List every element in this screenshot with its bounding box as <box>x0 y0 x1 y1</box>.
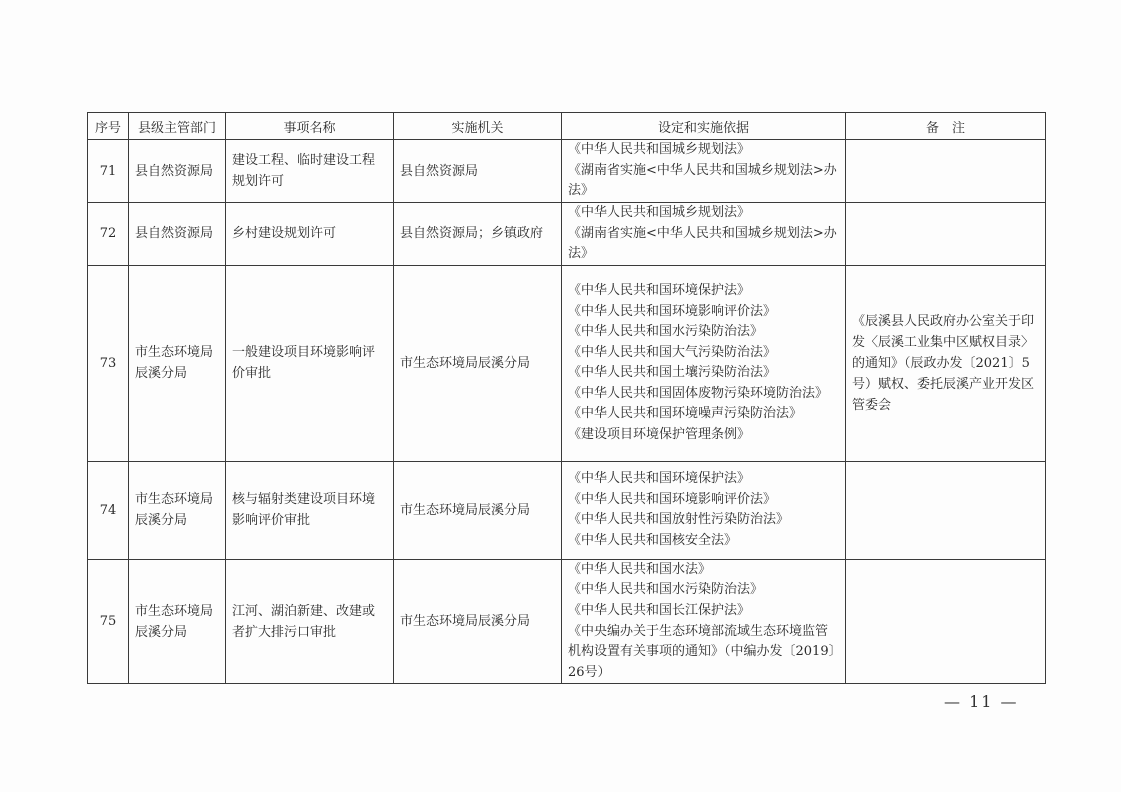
approval-items-table <box>87 112 1046 684</box>
row-seq: 71 <box>88 140 129 203</box>
row-seq: 73 <box>88 265 129 461</box>
row-remark <box>846 461 1046 559</box>
row-agency <box>394 559 562 684</box>
basis-line: 《中华人民共和国城乡规划法》 <box>568 205 751 220</box>
row-department <box>129 203 226 266</box>
row-item-name-text: 建设工程、临时建设工程规划许可 <box>232 153 376 189</box>
row-seq: 72 <box>88 203 129 266</box>
row-agency-text: 市生态环境局辰溪分局 <box>400 502 531 518</box>
row-basis <box>562 203 846 266</box>
row-item-name-text: 江河、湖泊新建、改建或者扩大排污口审批 <box>232 603 376 640</box>
row-remark <box>846 140 1046 203</box>
basis-line: 《中华人民共和国城乡规划法》 <box>568 142 751 158</box>
row-item-name-text: 核与辐射类建设项目环境影响评价审批 <box>232 492 376 529</box>
row-agency-text: 县自然资源局 <box>400 163 479 179</box>
header-agency: 实施机关 <box>394 113 562 140</box>
basis-line: 《中华人民共和国核安全法》 <box>568 532 738 548</box>
basis-line: 《中华人民共和国环境影响评价法》 <box>568 303 777 319</box>
header-basis: 设定和实施依据 <box>562 113 846 140</box>
header-department: 县级主管部门 <box>129 113 226 140</box>
row-agency-text: 市生态环境局辰溪分局 <box>400 614 531 630</box>
row-seq: 74 <box>88 461 129 559</box>
table-row <box>88 203 1046 266</box>
header-item-name: 事项名称 <box>226 113 394 140</box>
row-agency <box>394 461 562 559</box>
table-row <box>88 265 1046 461</box>
row-remark-text: 《辰溪县人民政府办公室关于印发〈辰溪工业集中区赋权目录〉的通知》（辰政办发〔2021〕5号）赋权、委托辰溪产业开发区管委会 <box>852 313 1035 413</box>
row-department-text: 市生态环境局辰溪分局 <box>135 345 214 382</box>
row-basis <box>562 265 846 461</box>
table-row <box>88 559 1046 684</box>
basis-line: 《中华人民共和国环境保护法》 <box>568 282 751 298</box>
table-row <box>88 140 1046 203</box>
row-department <box>129 559 226 684</box>
basis-line: 《中华人民共和国固体废物污染环境防治法》 <box>568 385 829 401</box>
table-header-row <box>88 113 1046 140</box>
basis-line: 《中华人民共和国土壤污染防治法》 <box>568 365 777 381</box>
basis-line: 《湖南省实施<中华人民共和国城乡规划法>办法》 <box>568 225 837 262</box>
row-department-text: 县自然资源局 <box>135 226 214 242</box>
row-seq: 75 <box>88 559 129 684</box>
row-item-name <box>226 559 394 684</box>
basis-line: 《中华人民共和国长江保护法》 <box>568 602 751 618</box>
row-agency-text: 县自然资源局；乡镇政府 <box>400 226 544 242</box>
row-item-name-text: 一般建设项目环境影响评价审批 <box>232 345 376 382</box>
row-item-name <box>226 461 394 559</box>
row-basis <box>562 140 846 203</box>
row-remark <box>846 559 1046 684</box>
basis-line: 《中华人民共和国环境噪声污染防治法》 <box>568 406 803 422</box>
row-basis <box>562 461 846 559</box>
row-department <box>129 461 226 559</box>
basis-line: 《中华人民共和国水法》 <box>568 561 712 577</box>
row-department <box>129 140 226 203</box>
page-number: — 11 — <box>944 692 1019 711</box>
basis-line: 《中央编办关于生态环境部流域生态环境监管机构设置有关事项的通知》（中编办发〔2019〕26号） <box>568 623 836 680</box>
basis-line: 《中华人民共和国放射性污染防治法》 <box>568 512 790 528</box>
row-department <box>129 265 226 461</box>
row-agency <box>394 140 562 203</box>
basis-line: 《建设项目环境保护管理条例》 <box>568 427 751 443</box>
row-item-name <box>226 265 394 461</box>
row-department-text: 市生态环境局辰溪分局 <box>135 492 214 529</box>
row-item-name <box>226 203 394 266</box>
table-row <box>88 461 1046 559</box>
header-remark: 备 注 <box>846 113 1046 140</box>
basis-line: 《中华人民共和国水污染防治法》 <box>568 582 764 598</box>
row-basis <box>562 559 846 684</box>
row-agency <box>394 265 562 461</box>
row-agency <box>394 203 562 266</box>
row-department-text: 县自然资源局 <box>135 163 214 179</box>
header-seq: 序号 <box>88 113 129 140</box>
row-remark <box>846 265 1046 461</box>
basis-line: 《中华人民共和国水污染防治法》 <box>568 324 764 340</box>
row-remark <box>846 203 1046 266</box>
basis-line: 《中华人民共和国大气污染防治法》 <box>568 344 777 360</box>
basis-line: 《中华人民共和国环境影响评价法》 <box>568 491 777 507</box>
basis-line: 《中华人民共和国环境保护法》 <box>568 471 751 487</box>
row-agency-text: 市生态环境局辰溪分局 <box>400 355 531 371</box>
row-department-text: 市生态环境局辰溪分局 <box>135 603 214 640</box>
row-item-name <box>226 140 394 203</box>
row-item-name-text: 乡村建设规划许可 <box>232 226 337 242</box>
basis-line: 《湖南省实施<中华人民共和国城乡规划法>办法》 <box>568 162 837 199</box>
